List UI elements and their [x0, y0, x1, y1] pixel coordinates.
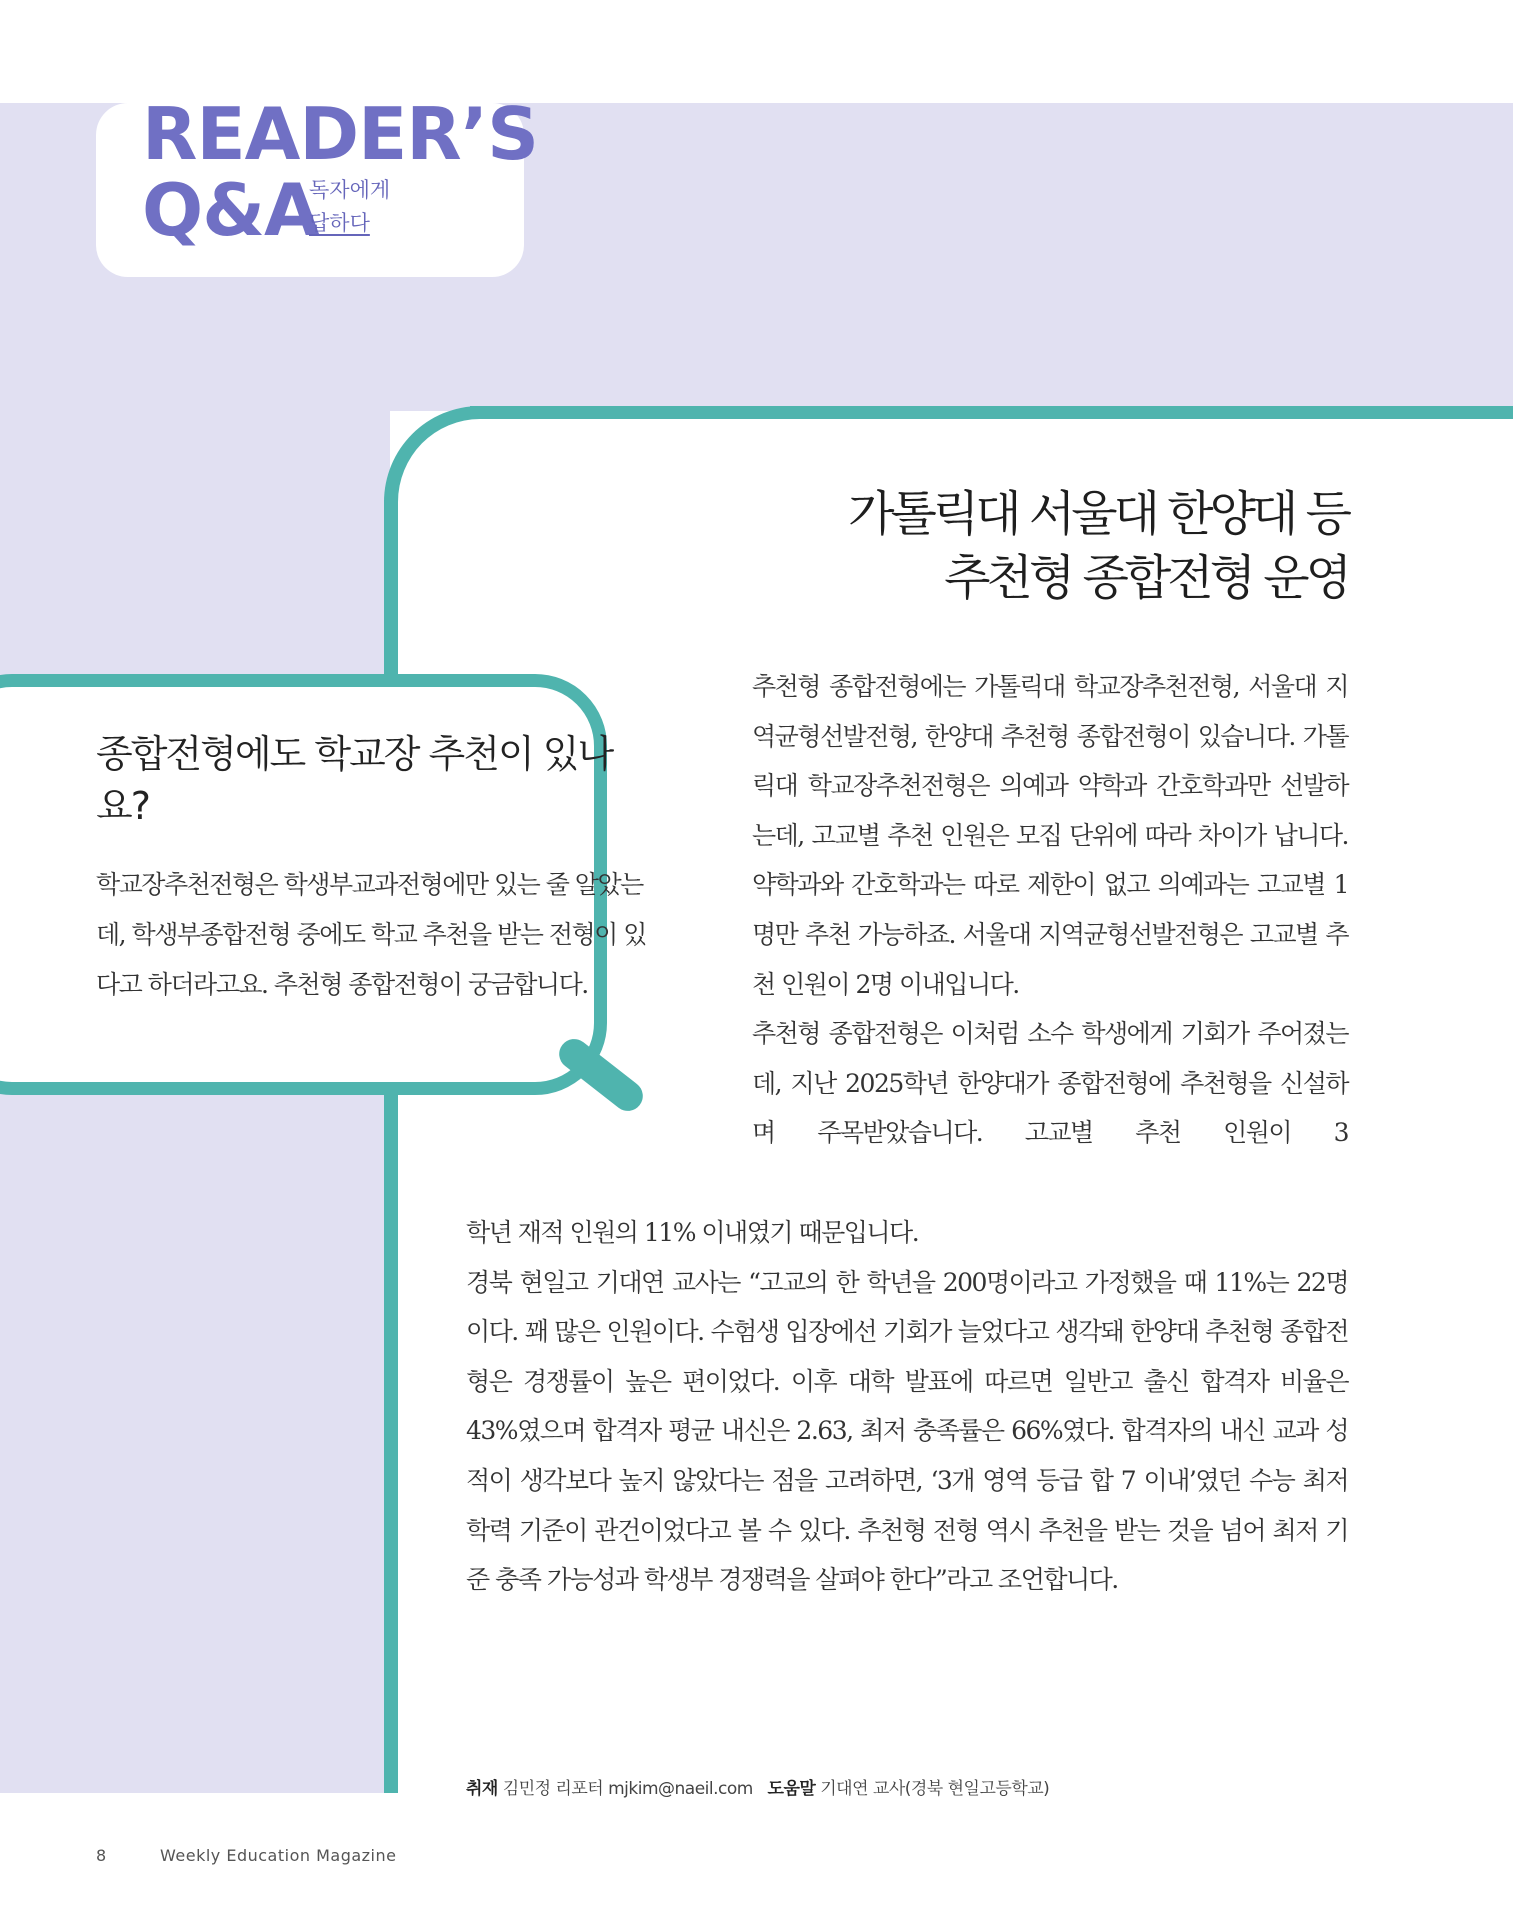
answer-paragraph-2-end: 학년 재적 인원의 11% 이내였기 때문입니다. [466, 1218, 919, 1247]
article-credits [466, 1774, 1049, 1799]
section-title-line2: Q&A [142, 168, 319, 252]
reporter-info: 김민정 리포터 mjkim@naeil.com [502, 1779, 753, 1799]
teal-corner-arc [384, 406, 564, 586]
page-number: 8 [96, 1846, 107, 1865]
help-label: 도움말 [767, 1779, 816, 1799]
magazine-name: Weekly Education Magazine [160, 1846, 397, 1865]
question-title: 종합전형에도 학교장 추천이 있나요? [96, 732, 613, 828]
left-background [0, 411, 390, 1793]
section-subtitle-line1: 독자에게 [309, 178, 391, 202]
answer-full-width [466, 1208, 1348, 1605]
answer-headline [848, 482, 1348, 610]
section-title-line1: READER’S [142, 92, 538, 176]
answer-column [752, 662, 1348, 1158]
answer-headline-line2: 추천형 종합전형 운영 [944, 550, 1348, 606]
help-info: 기대연 교사(경북 현일고등학교) [820, 1779, 1050, 1799]
answer-paragraph-2-start: 추천형 종합전형은 이처럼 소수 학생에게 기회가 주어졌는데, 지난 2025학년 한양대가 종합전형에 추천형을 신설하며 주목받았습니다. 고교별 추천 인원이 3 [752, 1019, 1348, 1148]
answer-paragraph-3: 경북 현일고 기대연 교사는 “고교의 한 학년을 200명이라고 가정했을 때 11%는 22명이다. 꽤 많은 인원이다. 수험생 입장에선 기회가 늘었다고 생각돼 한양대 추천형 종합전형은 경쟁률이 높은 편이었다. 이후 대학 발표에 따르면 일반고 출신 합격자 비율은 43%였으며 합격자 평균 내신은 2.63, 최저 충족률은 66%였다. 합격자의 내신 교과 성적이 생각보다 높지 않았다는 점을 고려하면, ‘3개 영역 등급 합 7 이내’였던 수능 최저 학력 기준이 관건이었다고 볼 수 있다. 추천형 전형 역시 추천을 받는 것을 넘어 최저 기준 충족 가능성과 학생부 경쟁력을 살펴야 한다”라고 조언합니다. [466, 1267, 1348, 1595]
answer-headline-line1: 가톨릭대 서울대 한양대 등 [848, 486, 1348, 542]
section-subtitle-line2: 답하다 [309, 211, 370, 235]
question-body: 학교장추천전형은 학생부교과전형에만 있는 줄 알았는데, 학생부종합전형 중에도 학교 추천을 받는 전형이 있다고 하더라고요. 추천형 종합전형이 궁금합니다. [96, 870, 646, 999]
reporter-label: 취재 [466, 1779, 498, 1799]
answer-paragraph-1: 추천형 종합전형에는 가톨릭대 학교장추천전형, 서울대 지역균형선발전형, 한양대 추천형 종합전형이 있습니다. 가톨릭대 학교장추천전형은 의예과 약학과 간호학과만 선발하는데, 고교별 추천 인원은 모집 단위에 따라 차이가 납니다. 약학과와 간호학과는 따로 제한이 없고 의예과는 고교별 1명만 추천 가능하죠. 서울대 지역균형선발전형은 고교별 추천 인원이 2명 이내입니다. [752, 672, 1348, 999]
teal-divider-horizontal [470, 406, 1513, 419]
section-subtitle [309, 174, 390, 240]
